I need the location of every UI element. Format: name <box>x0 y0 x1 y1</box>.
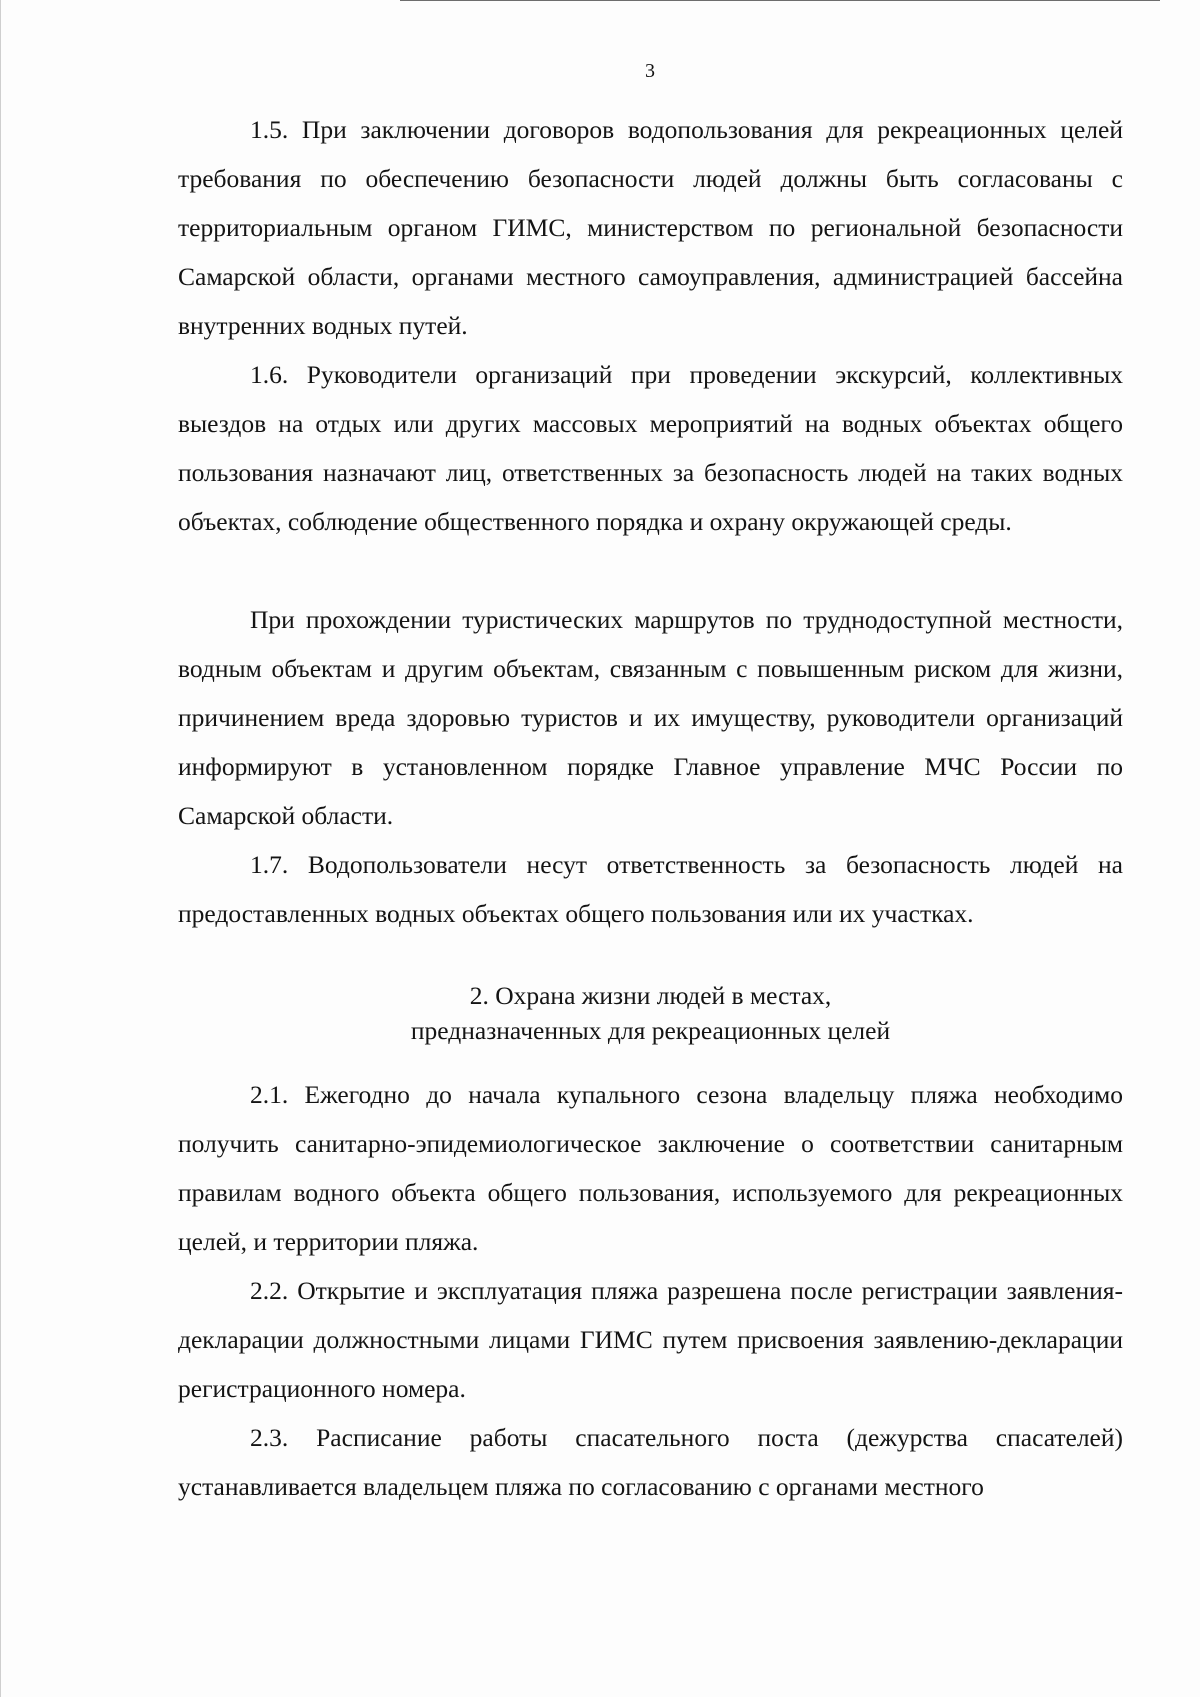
section-heading-line-1: 2. Охрана жизни людей в местах, <box>469 981 832 1010</box>
scan-edge-top <box>400 0 1160 1</box>
paragraph-1-7: 1.7. Водопользователи несут ответственность за безопасность людей на предоставленных водных объектах общего пользования или их участках. <box>178 850 1123 928</box>
paragraph-2-1: 2.1. Ежегодно до начала купального сезона владельцу пляжа необходимо получить санитарно-эпидемиологическое заключение о соответствии санитарным правилам водного объекта общего пользования, используемого для рекреационных целей, и территории пляжа. <box>178 1080 1123 1256</box>
paragraph-2-3: 2.3. Расписание работы спасательного поста (дежурства спасателей) устанавливается владельцем пляжа по согласованию с органами местного <box>178 1423 1123 1501</box>
section-heading-line-2: предназначенных для рекреационных целей <box>410 1016 891 1045</box>
paragraph-1-5: 1.5. При заключении договоров водопользования для рекреационных целей требования по обеспечению безопасности людей должны быть согласованы с территориальным органом ГИМС, министерством по региональной безопасности Самарской области, органами местного самоуправления, администрацией бассейна внутренних водных путей. <box>178 115 1123 340</box>
scan-edge-left <box>0 0 1 1697</box>
page-number: 3 <box>645 60 655 82</box>
paragraph-1-6: 1.6. Руководители организаций при проведении экскурсий, коллективных выездов на отдых или других массовых мероприятий на водных объектах общего пользования назначают лиц, ответственных за безопасность людей на таких водных объектах, соблюдение общественного порядка и охрану окружающей среды. <box>178 360 1123 536</box>
paragraph-1-6-tourism: При прохождении туристических маршрутов по труднодоступной местности, водным объектам и другим объектам, связанным с повышенным риском для жизни, причинением вреда здоровью туристов и их имуществу, руководители организаций информируют в установленном порядке Главное управление МЧС России по Самарской области. <box>178 605 1123 830</box>
section-heading <box>178 978 1123 1048</box>
paragraph-2-2: 2.2. Открытие и эксплуатация пляжа разрешена после регистрации заявления-декларации должностными лицами ГИМС путем присвоения заявлению-декларации регистрационного номера. <box>178 1276 1123 1403</box>
